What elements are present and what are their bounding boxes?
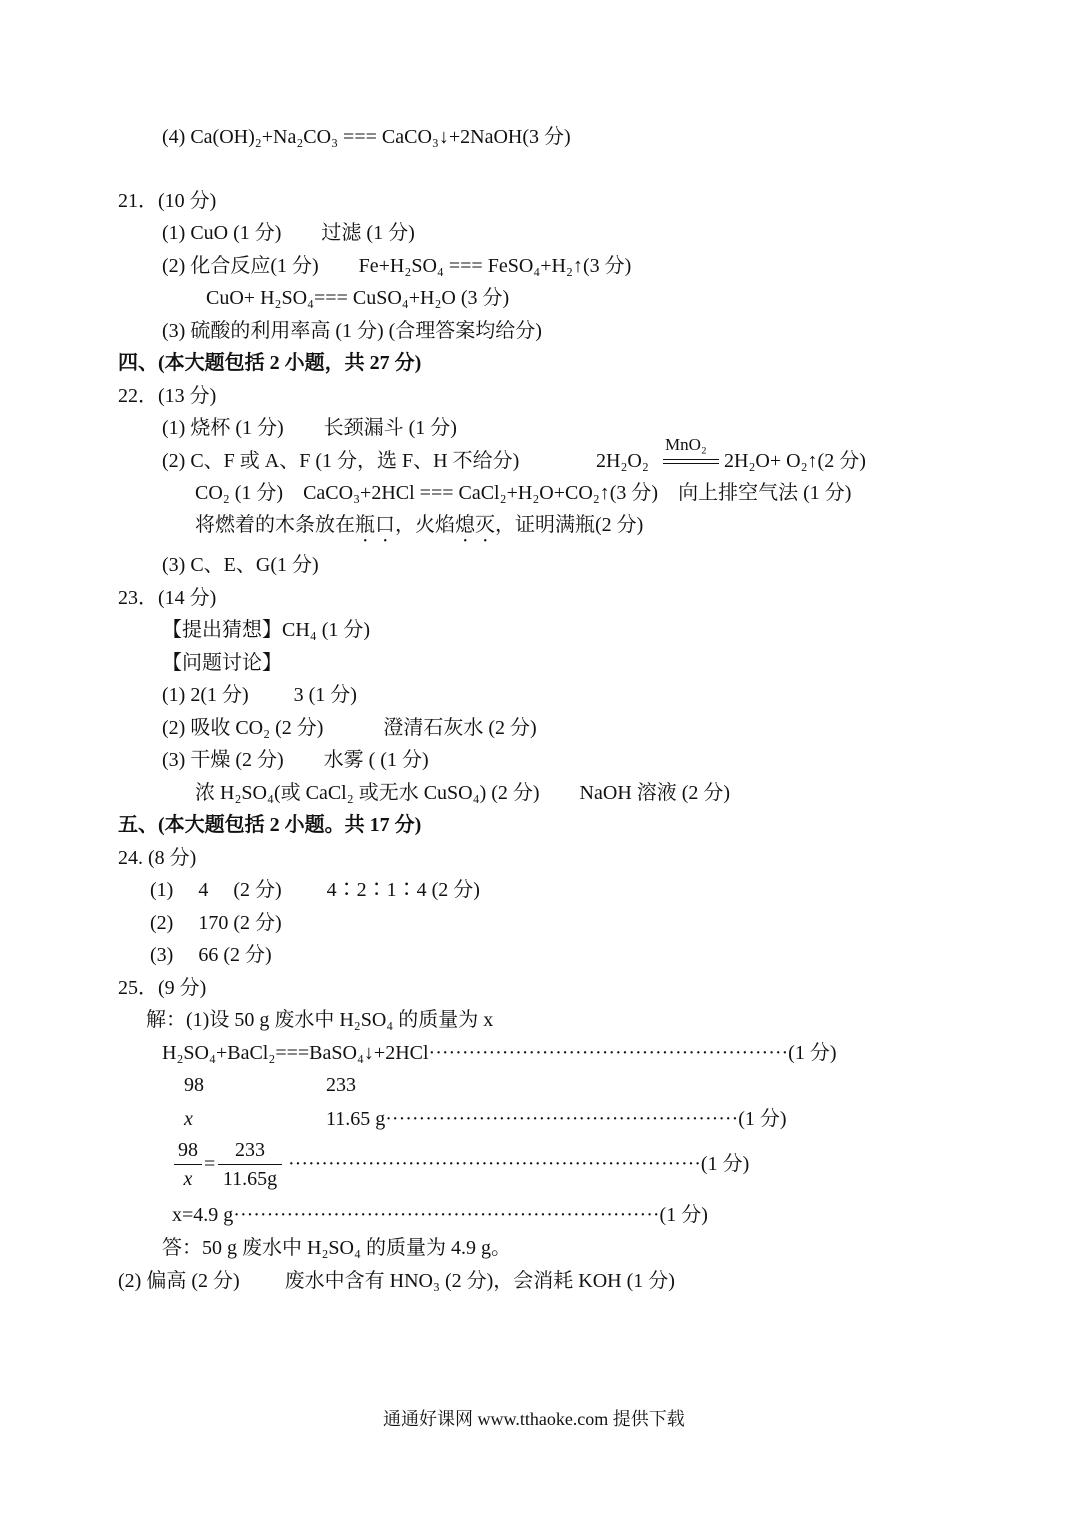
emphasis-text: 熄灭 xyxy=(455,514,495,536)
fraction-left xyxy=(174,1138,202,1191)
q25-result: x=4.9 g································································(1 分) xyxy=(172,1204,708,1226)
q22-answer-2: (2) C、F 或 A、F (1 分，选 F、H 不给分) xyxy=(162,450,520,472)
q22-answer-3: (3) C、E、G(1 分) xyxy=(162,554,319,576)
q23-answer-2: (2) 吸收 CO₂ (2 分) 澄清石灰水 (2 分) xyxy=(162,717,537,739)
section-5-heading: 五、(本大题包括 2 小题。共 17 分) xyxy=(118,814,422,836)
text-part: ，证明满瓶(2 分) xyxy=(495,514,644,536)
q25-answer: 答：50 g 废水中 H₂SO₄ 的质量为 4.9 g。 xyxy=(162,1237,511,1259)
q25-mass-known: 11.65 g·····················································(1 分) xyxy=(326,1108,787,1130)
answer-20-4: (4) Ca(OH)₂+Na₂CO₃ === CaCO₃↓+2NaOH(3 分) xyxy=(162,126,571,148)
q21-answer-1: (1) CuO (1 分) 过滤 (1 分) xyxy=(162,222,415,244)
q22-answer-2b: CO₂ (1 分) CaCO₃+2HCl === CaCl₂+H₂O+CO₂↑(3 分) 向上排空气法 (1 分) xyxy=(195,482,852,504)
q25-var-x: x xyxy=(184,1108,193,1130)
q22-answer-2c xyxy=(195,512,643,547)
equation-double-line xyxy=(663,459,719,464)
text-part: 将燃着的木条放在 xyxy=(195,514,355,536)
denominator: x xyxy=(183,1168,193,1190)
fraction-bar xyxy=(174,1164,202,1165)
q21-answer-3: (3) 硫酸的利用率高 (1 分) (合理答案均给分) xyxy=(162,320,542,342)
denominator: 11.65g xyxy=(222,1168,278,1190)
q22-equation-left: 2H₂O₂ xyxy=(596,450,649,472)
numerator: 233 xyxy=(235,1139,265,1161)
q25-mass-98: 98 xyxy=(184,1074,204,1096)
q25-fraction-dots: ······························································(1 分) xyxy=(288,1153,750,1175)
q21-answer-2b: CuO+ H₂SO₄=== CuSO₄+H₂O (3 分) xyxy=(206,287,510,309)
q24-answer-3: (3) 66 (2 分) xyxy=(150,944,272,966)
q23-header: 23．(14 分) xyxy=(118,587,217,609)
q25-intro: 解：(1)设 50 g 废水中 H₂SO₄ 的质量为 x xyxy=(146,1009,494,1031)
q22-answer-1: (1) 烧杯 (1 分) 长颈漏斗 (1 分) xyxy=(162,417,457,439)
q22-equation-right: 2H₂O+ O₂↑(2 分) xyxy=(724,450,866,472)
q21-answer-2: (2) 化合反应(1 分) Fe+H₂SO₄ === FeSO₄+H₂↑(3 分) xyxy=(162,255,632,277)
section-4-heading: 四、(本大题包括 2 小题，共 27 分) xyxy=(118,352,422,374)
q23-hypothesis: 【提出猜想】CH₄ (1 分) xyxy=(162,619,371,641)
q21-header: 21．(10 分) xyxy=(118,190,217,212)
q22-catalyst: MnO₂ xyxy=(665,435,707,454)
q23-answer-3b: 浓 H₂SO₄(或 CaCl₂ 或无水 CuSO₄) (2 分) NaOH 溶液 (2 分) xyxy=(195,782,731,804)
q25-header: 25．(9 分) xyxy=(118,977,207,999)
q23-answer-1: (1) 2(1 分) 3 (1 分) xyxy=(162,684,357,706)
q25-equation: H₂SO₄+BaCl₂===BaSO₄↓+2HCl······················································(1 分) xyxy=(162,1042,837,1064)
text-part: ，火焰 xyxy=(395,514,455,536)
numerator: 98 xyxy=(178,1139,198,1161)
equals-sign: = xyxy=(204,1153,216,1175)
q23-discussion: 【问题讨论】 xyxy=(162,652,282,674)
q25-part-2: (2) 偏高 (2 分) 废水中含有 HNO₃ (2 分)，会消耗 KOH (1 分) xyxy=(118,1270,675,1292)
q24-answer-1: (1) 4 (2 分) 4∶2∶1∶4 (2 分) xyxy=(150,879,480,901)
fraction-bar xyxy=(218,1164,282,1165)
q23-answer-3: (3) 干燥 (2 分) 水雾 ( (1 分) xyxy=(162,749,429,771)
q22-header: 22．(13 分) xyxy=(118,385,217,407)
q24-header: 24. (8 分) xyxy=(118,847,197,869)
emphasis-text: 瓶口 xyxy=(355,514,395,536)
q24-answer-2: (2) 170 (2 分) xyxy=(150,912,282,934)
page-footer: 通通好课网 www.tthaoke.com 提供下载 xyxy=(383,1409,685,1429)
q25-mass-233: 233 xyxy=(326,1074,356,1096)
fraction-right xyxy=(218,1138,282,1191)
